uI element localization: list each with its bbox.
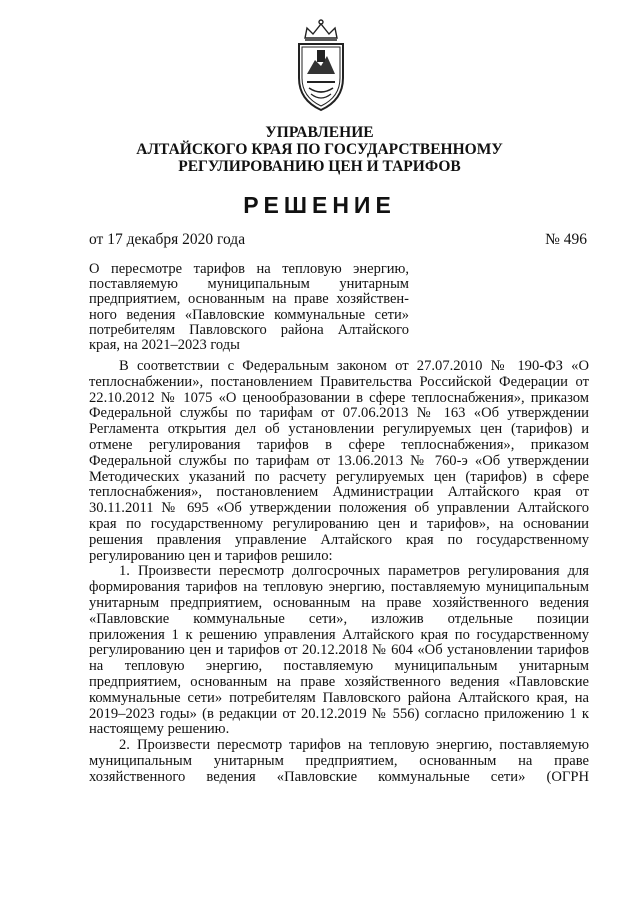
subject-line: ного ведения «Павловские коммунальные сети»: [89, 306, 409, 323]
body-line: края по государственному регулированию цен и тарифов», на основании: [89, 515, 589, 532]
body-line: 1. Произвести пересмотр долгосрочных параметров регулирования для: [119, 563, 589, 580]
body-line: 2019–2023 годы» (в редакции от 20.12.2019 № 556) согласно приложению 1 к: [89, 705, 589, 722]
body-line: муниципальным унитарным предприятием, основанным на праве: [89, 752, 589, 769]
body-line: регулированию цен и тарифов решило:: [89, 547, 333, 564]
item-1-paragraph: [89, 564, 589, 738]
body-line: хозяйственного ведения «Павловские коммунальные сети» (ОГРН: [89, 768, 589, 785]
document-date: от 17 декабря 2020 года: [89, 231, 246, 248]
body-line: настоящему решению.: [89, 721, 230, 738]
body-line: Регламента открытия дел об установлении регулируемых цен (тарифов) и: [89, 421, 589, 438]
body-line: регулированию цен и тарифов от 20.12.2018 № 604 «Об установлении тарифов: [89, 642, 589, 659]
subject-line: предприятием, основанным на праве хозяйствен-: [89, 291, 409, 308]
document-subject: [89, 262, 409, 353]
document-type-title: РЕШЕНИЕ: [243, 192, 396, 218]
authority-name: [0, 124, 639, 175]
body-line: формирования тарифов на тепловую энергию, поставляемую муниципальным: [89, 579, 589, 596]
subject-line: потребителям Павловского района Алтайского: [89, 321, 409, 338]
body-line: коммунальные сети» потребителям Павловского района Алтайского края, на: [89, 689, 589, 706]
body-line: теплоснабжения», постановлением Администрации Алтайского края от: [89, 484, 589, 501]
body-line: Федеральной службы по тарифам от 07.06.2013 № 163 «Об утверждении: [89, 405, 589, 422]
subject-line: поставляемую муниципальным унитарным: [89, 276, 409, 293]
subject-line: края, на 2021–2023 годы: [89, 337, 240, 354]
altai-krai-coat-of-arms-icon: [289, 16, 353, 116]
body-line: унитарным предприятием, основанным на праве хозяйственного ведения: [89, 594, 589, 611]
authority-line: УПРАВЛЕНИЕ: [265, 124, 374, 141]
body-line: «Павловские коммунальные сети», изложив отдельные позиции: [89, 610, 589, 627]
preamble-paragraph: [89, 359, 589, 564]
body-line: предприятием, основанным на праве хозяйственного ведения «Павловские: [89, 673, 589, 690]
body-line: на тепловую энергию, поставляемую муниципальным унитарным: [89, 658, 589, 675]
subject-line: О пересмотре тарифов на тепловую энергию,: [89, 261, 409, 277]
authority-line: РЕГУЛИРОВАНИЮ ЦЕН И ТАРИФОВ: [178, 158, 461, 175]
document-number: № 496: [545, 231, 587, 248]
body-line: решения правления управление Алтайского края по государственному: [89, 531, 589, 548]
authority-line: АЛТАЙСКОГО КРАЯ ПО ГОСУДАРСТВЕННОМУ: [136, 141, 503, 158]
body-line: Методических указаний по расчету регулируемых цен (тарифов) в сфере: [89, 468, 589, 485]
body-line: 22.10.2012 № 1075 «О ценообразовании в сфере теплоснабжения», приказом: [89, 389, 589, 406]
body-line: отмене регулирования тарифов в сфере теплоснабжения», приказом: [89, 436, 589, 453]
item-2-paragraph: [89, 738, 589, 785]
body-line: приложения 1 к решению управления Алтайского края по государственному: [89, 626, 589, 643]
document-body: [89, 359, 589, 786]
body-line: 2. Произвести пересмотр тарифов на тепловую энергию, поставляемую: [119, 737, 589, 754]
body-line: теплоснабжении», постановлением Правительства Российской Федерации от: [89, 373, 589, 390]
body-line: Федеральной службы по тарифам от 13.06.2013 № 760-э «Об утверждении: [89, 452, 589, 469]
body-line: 30.11.2011 № 695 «Об утверждении положения об управлении Алтайского: [89, 500, 589, 517]
body-line: В соответствии с Федеральным законом от 27.07.2010 № 190-ФЗ «О: [119, 358, 589, 374]
